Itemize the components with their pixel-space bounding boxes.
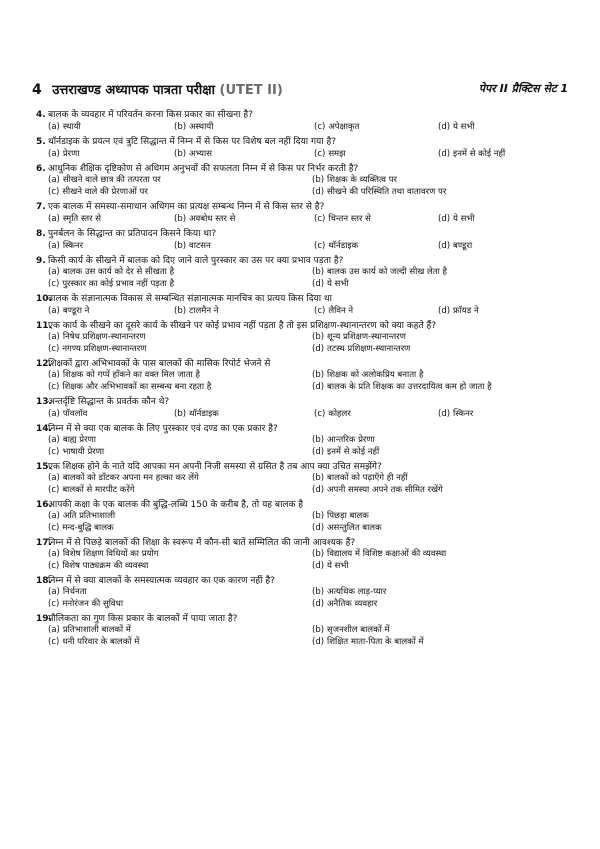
option-label: (a) — [48, 149, 60, 159]
question-number: 8. — [36, 229, 46, 239]
answer-option[interactable] — [48, 382, 312, 394]
answer-option[interactable] — [312, 549, 564, 561]
option-text: चिन्तन स्तर से — [328, 214, 371, 224]
question-item — [36, 228, 564, 252]
answer-option[interactable] — [174, 408, 314, 420]
option-text: निषेध प्रशिक्षण-स्थानान्तरण — [62, 332, 146, 342]
answer-option[interactable] — [312, 637, 564, 649]
question-text: बालक के व्यवहार में परिवर्तन करना किस प्रकार का सीखना है? — [48, 110, 253, 120]
question-number: 16. — [36, 500, 52, 510]
option-text: तटस्थ प्रशिक्षण-स्थानान्तरण — [327, 343, 411, 354]
question-item — [36, 396, 564, 420]
question-stem — [36, 228, 564, 240]
question-item — [36, 293, 564, 317]
answer-option[interactable] — [174, 121, 314, 133]
option-text: वाटसन — [189, 241, 211, 251]
option-label: (a) — [48, 511, 60, 521]
option-label: (d) — [312, 522, 325, 533]
paper-set-label: पेपर II प्रैक्टिस सेट 1 — [478, 82, 568, 95]
option-label: (b) — [174, 241, 187, 251]
option-label: (d) — [438, 241, 451, 251]
question-text: मौलिकता का गुण किस प्रकार के बालकों में पाया जाता है? — [48, 614, 238, 624]
answer-option[interactable] — [48, 587, 312, 599]
option-label: (c) — [48, 278, 60, 289]
option-text: विशेष पाठ्यक्रम की व्यवस्था — [62, 560, 149, 571]
option-text: पुरस्कार का कोई प्रभाव नहीं पड़ता है — [62, 278, 175, 289]
question-stem — [36, 293, 564, 305]
option-label: (c) — [314, 122, 326, 132]
answer-option[interactable] — [314, 240, 438, 252]
answer-options — [48, 370, 564, 393]
question-number: 14. — [36, 424, 52, 434]
option-label: (d) — [312, 446, 325, 457]
question-item — [36, 163, 564, 198]
option-label: (a) — [48, 473, 60, 483]
option-text: अस्थायी — [189, 122, 214, 132]
answer-options — [48, 332, 564, 355]
option-label: (c) — [48, 484, 60, 495]
option-label: (a) — [48, 241, 60, 251]
option-text: शून्य प्रशिक्षण-स्थानान्तरण — [327, 332, 406, 342]
answer-option[interactable] — [48, 279, 312, 291]
answer-option[interactable] — [48, 344, 312, 356]
question-stem — [36, 109, 564, 121]
answer-option[interactable] — [312, 625, 564, 637]
question-number: 12. — [36, 359, 52, 369]
option-text: सृजनशील बालकों में — [327, 625, 390, 635]
exam-code: (UTET II) — [219, 83, 283, 98]
question-text: थॉर्नडाइक के प्रयत्न एवं त्रुटि सिद्धान्त में निम्न में से किस पर विशेष बल नहीं दिया गया है? — [48, 137, 337, 147]
question-number: 7. — [36, 202, 46, 212]
answer-option[interactable] — [48, 305, 174, 317]
question-stem — [36, 396, 564, 408]
answer-option[interactable] — [174, 148, 314, 160]
option-text: आन्तरिक प्रेरणा — [327, 435, 375, 445]
question-item — [36, 320, 564, 355]
question-text: निम्न में से क्या एक बालक के लिए पुरस्कार एवं दण्ड का एक प्रकार है? — [48, 424, 278, 434]
answer-options — [48, 305, 564, 317]
question-text: बालक के संज्ञानात्मक विकास से सम्बन्धित संज्ञानात्मक मानचित्र का प्रत्यय किस दिया था — [48, 294, 332, 304]
answer-option[interactable] — [438, 305, 558, 317]
question-number: 4. — [36, 110, 46, 120]
option-text: अत्यधिक लाड़-प्यार — [327, 587, 387, 597]
answer-option[interactable] — [48, 408, 174, 420]
option-text: अवबोध स्तर से — [189, 214, 236, 224]
option-text: शिक्षक के व्यक्तित्व पर — [327, 175, 397, 185]
option-text: ये सभी — [327, 560, 349, 571]
option-label: (d) — [312, 278, 325, 289]
question-number: 10. — [36, 294, 52, 304]
question-number: 17. — [36, 538, 52, 548]
question-stem — [36, 358, 564, 370]
option-label: (d) — [438, 306, 451, 316]
option-text: स्मृति स्तर से — [62, 214, 102, 224]
answer-options — [48, 435, 564, 458]
answer-option[interactable] — [174, 240, 314, 252]
answer-options — [48, 148, 564, 160]
option-label: (d) — [438, 214, 451, 224]
option-text: इनमें से कोई नहीं — [327, 446, 380, 457]
option-text: शिक्षक और अभिभावकों का सम्बन्ध बना रहता है — [62, 381, 212, 392]
question-text: निम्न में से पिछड़े बालकों की शिक्षा के स्वरूप में कौन-सी बातें सम्मिलित की जानी आवश्यक हैं? — [48, 538, 356, 548]
option-text: पिछड़ा बालक — [327, 511, 369, 521]
option-label: (a) — [48, 409, 60, 419]
option-text: स्किनर — [453, 409, 474, 419]
answer-option[interactable] — [48, 148, 174, 160]
question-item — [36, 255, 564, 290]
answer-option[interactable] — [438, 121, 558, 133]
option-label: (d) — [312, 636, 325, 647]
question-item — [36, 109, 564, 133]
answer-option[interactable] — [312, 599, 564, 611]
question-item — [36, 461, 564, 496]
answer-options — [48, 587, 564, 610]
answer-option[interactable] — [48, 121, 174, 133]
option-label: (b) — [174, 306, 187, 316]
question-stem — [36, 423, 564, 435]
option-label: (c) — [48, 186, 60, 197]
answer-option[interactable] — [312, 370, 564, 382]
option-label: (c) — [48, 560, 60, 571]
question-stem — [36, 537, 564, 549]
question-stem — [36, 575, 564, 587]
option-text: प्रेरणा — [62, 149, 80, 159]
option-label: (c) — [48, 522, 60, 533]
option-text: कोहलर — [328, 409, 351, 419]
option-text: मनोरंजन की सुविधा — [62, 598, 124, 609]
question-item — [36, 537, 564, 572]
answer-option[interactable] — [312, 435, 564, 447]
option-label: (b) — [312, 587, 325, 597]
answer-option[interactable] — [312, 279, 564, 291]
answer-option[interactable] — [48, 267, 312, 279]
answer-option[interactable] — [48, 473, 312, 485]
question-item — [36, 358, 564, 393]
answer-option[interactable] — [48, 561, 312, 573]
option-text: शिक्षित माता-पिता के बालकों में — [327, 636, 424, 647]
question-number: 18. — [36, 576, 52, 586]
question-item — [36, 613, 564, 648]
option-text: विशेष शिक्षण विधियों का प्रयोग — [62, 549, 159, 559]
option-label: (a) — [48, 370, 60, 380]
option-label: (b) — [312, 549, 325, 559]
option-text: अनैतिक व्यवहार — [327, 598, 378, 609]
option-label: (a) — [48, 435, 60, 445]
option-label: (c) — [314, 214, 326, 224]
option-text: थॉर्नडाइक — [189, 409, 219, 419]
question-text: एक शिक्षक होने के नाते यदि आपका मन अपनी निजी समस्या से ग्रसित है तब आप क्या उचित समझेंगे? — [48, 462, 382, 472]
option-label: (b) — [174, 214, 187, 224]
answer-option[interactable] — [312, 175, 564, 187]
answer-option[interactable] — [312, 473, 564, 485]
option-text: फ्रॉयड ने — [453, 306, 479, 316]
option-label: (d) — [438, 149, 451, 159]
question-item — [36, 201, 564, 225]
option-text: सीखने वाले छात्र की तत्परता पर — [62, 175, 161, 185]
question-stem — [36, 320, 564, 332]
option-text: पॉवलॉव — [62, 409, 88, 419]
answer-option[interactable] — [312, 485, 564, 497]
answer-option[interactable] — [314, 408, 438, 420]
answer-option[interactable] — [48, 213, 174, 225]
option-label: (c) — [48, 381, 60, 392]
question-item — [36, 423, 564, 458]
answer-options — [48, 121, 564, 133]
option-text: समझ — [328, 149, 346, 159]
option-text: थॉर्नडाइक — [328, 241, 359, 251]
option-label: (a) — [48, 332, 60, 342]
option-label: (d) — [312, 343, 325, 354]
option-label: (d) — [312, 381, 325, 392]
option-text: बण्डूरा ने — [62, 306, 90, 316]
option-label: (b) — [312, 332, 325, 342]
answer-option[interactable] — [312, 511, 564, 523]
answer-options — [48, 549, 564, 572]
answer-option[interactable] — [312, 344, 564, 356]
answer-option[interactable] — [48, 187, 312, 199]
option-label: (d) — [312, 186, 325, 197]
option-label: (d) — [312, 598, 325, 609]
question-stem — [36, 201, 564, 213]
option-label: (b) — [312, 267, 325, 277]
question-number: 9. — [36, 256, 46, 266]
exam-title: उत्तराखण्ड अध्यापक पात्रता परीक्षा — [52, 83, 215, 98]
page-header — [32, 80, 568, 100]
answer-option[interactable] — [48, 370, 312, 382]
answer-options — [48, 511, 564, 534]
answer-option[interactable] — [48, 523, 312, 535]
option-label: (c) — [314, 306, 326, 316]
option-text: अभ्यास — [189, 149, 212, 159]
option-text: ये सभी — [453, 122, 475, 132]
option-text: टालमैन ने — [189, 306, 219, 316]
answer-option[interactable] — [312, 382, 564, 394]
option-text: सीखने वाले की प्रेरणाओं पर — [62, 186, 148, 197]
answer-option[interactable] — [312, 523, 564, 535]
answer-options — [48, 240, 564, 252]
option-text: स्किनर — [62, 241, 84, 251]
answer-option[interactable] — [174, 305, 314, 317]
question-number: 19. — [36, 614, 52, 624]
answer-options — [48, 473, 564, 496]
option-text: शिक्षक को अलोकप्रिय बनाता है — [327, 370, 424, 380]
answer-options — [48, 408, 564, 420]
option-text: सीखने की परिस्थिति तथा वातावरण पर — [327, 186, 447, 197]
option-text: बालकों से मारपीट करेंगे — [62, 484, 135, 495]
option-text: बालक उस कार्य को देर से सीखता है — [62, 267, 175, 277]
option-label: (b) — [174, 149, 187, 159]
answer-option[interactable] — [48, 175, 312, 187]
question-number: 13. — [36, 397, 52, 407]
question-stem — [36, 461, 564, 473]
option-label: (a) — [48, 267, 60, 277]
option-label: (a) — [48, 549, 60, 559]
option-label: (c) — [48, 446, 60, 457]
question-number: 11. — [36, 321, 52, 331]
answer-option[interactable] — [48, 447, 312, 459]
answer-option[interactable] — [314, 121, 438, 133]
answer-option[interactable] — [438, 240, 558, 252]
option-label: (b) — [312, 511, 325, 521]
answer-option[interactable] — [48, 240, 174, 252]
answer-option[interactable] — [174, 213, 314, 225]
option-text: बाह्य प्रेरणा — [62, 435, 96, 445]
answer-option[interactable] — [48, 511, 312, 523]
option-text: ये सभी — [453, 214, 475, 224]
question-text: आपकी कक्षा के एक बालक की बुद्धि-लब्धि 150 के करीब है, तो यह बालक है — [48, 500, 304, 510]
answer-option[interactable] — [314, 148, 438, 160]
answer-option[interactable] — [48, 625, 312, 637]
answer-option[interactable] — [48, 549, 312, 561]
question-stem — [36, 163, 564, 175]
question-text: निम्न में से क्या बालकों के समस्यात्मक व्यवहार का एक कारण नहीं है? — [48, 576, 275, 586]
page-number: 4 — [32, 82, 42, 98]
option-text: निर्धनता — [62, 587, 87, 597]
option-text: बालकों को डाँटकर अपना मन हल्का कर लेंगे — [62, 473, 199, 483]
question-text: शिक्षकों द्वारा अभिभावकों के पास बालकों की मासिक रिपोर्ट भेजने से — [48, 359, 271, 369]
option-text: बालक उस कार्य को जल्दी सीख लेता है — [327, 267, 447, 277]
answer-option[interactable] — [314, 305, 438, 317]
answer-option[interactable] — [438, 408, 558, 420]
option-label: (a) — [48, 625, 60, 635]
option-text: ये सभी — [327, 278, 349, 289]
option-label: (b) — [174, 409, 187, 419]
answer-option[interactable] — [48, 485, 312, 497]
answer-option[interactable] — [438, 148, 558, 160]
answer-options — [48, 267, 564, 290]
option-label: (d) — [312, 560, 325, 571]
question-stem — [36, 255, 564, 267]
option-text: विद्यालय में विशिष्ट कक्षाओं की व्यवस्था — [327, 549, 447, 559]
option-text: अपनी समस्या अपने तक सीमित रखेंगे — [327, 484, 443, 495]
answer-option[interactable] — [48, 332, 312, 344]
answer-options — [48, 213, 564, 225]
option-label: (c) — [48, 636, 60, 647]
question-item — [36, 575, 564, 610]
option-label: (a) — [48, 175, 60, 185]
option-label: (d) — [312, 484, 325, 495]
option-text: स्थायी — [62, 122, 81, 132]
option-text: नगण्य प्रशिक्षण-स्थानान्तरण — [62, 343, 147, 354]
option-label: (c) — [314, 149, 326, 159]
question-stem — [36, 136, 564, 148]
answer-option[interactable] — [312, 561, 564, 573]
answer-option[interactable] — [438, 213, 558, 225]
question-stem — [36, 613, 564, 625]
option-text: शिक्षक को गप्पें हाँकने का वक्त मिल जाता है — [62, 370, 200, 380]
option-text: लैविन ने — [328, 306, 354, 316]
question-text: अन्तर्दृष्टि सिद्धान्त के प्रवर्तक कौन थे? — [48, 397, 170, 407]
option-text: प्रतिभाशाली बालकों में — [62, 625, 131, 635]
option-label: (a) — [48, 214, 60, 224]
answer-option[interactable] — [312, 332, 564, 344]
option-label: (c) — [48, 598, 60, 609]
question-text: किसी कार्य के सीखने में बालक को दिए जाने वाले पुरस्कार का उस पर क्या प्रभाव पड़ता है? — [48, 256, 344, 266]
option-text: बालकों को पढ़ाएँगे ही नहीं — [327, 473, 408, 483]
answer-option[interactable] — [312, 267, 564, 279]
option-label: (b) — [312, 370, 325, 380]
answer-option[interactable] — [312, 447, 564, 459]
option-text: मन्द-बुद्धि बालक — [62, 522, 114, 533]
answer-option[interactable] — [312, 587, 564, 599]
answer-option[interactable] — [312, 187, 564, 199]
option-label: (a) — [48, 122, 60, 132]
question-number: 15. — [36, 462, 52, 472]
question-stem — [36, 499, 564, 511]
question-item — [36, 136, 564, 160]
option-label: (a) — [48, 306, 60, 316]
question-text: पुनर्बलन के सिद्धान्त का प्रतिपादन किसने किया था? — [48, 229, 217, 239]
option-text: असन्तुलित बालक — [327, 522, 382, 533]
answer-options — [48, 175, 564, 198]
option-label: (b) — [312, 625, 325, 635]
option-label: (c) — [314, 241, 326, 251]
option-label: (b) — [174, 122, 187, 132]
question-item — [36, 499, 564, 534]
option-text: बण्डूरा — [453, 241, 473, 251]
answer-option[interactable] — [48, 435, 312, 447]
answer-option[interactable] — [48, 599, 312, 611]
answer-option[interactable] — [314, 213, 438, 225]
option-label: (b) — [312, 473, 325, 483]
option-text: अपेक्षाकृत — [328, 122, 360, 132]
option-label: (c) — [48, 343, 60, 354]
option-label: (d) — [438, 409, 451, 419]
option-label: (b) — [312, 175, 325, 185]
option-text: भाषायी प्रेरणा — [62, 446, 105, 457]
option-text: बालक के प्रति शिक्षक का उत्तरदायित्व कम हो जाता है — [327, 381, 492, 392]
option-label: (c) — [314, 409, 326, 419]
option-text: इनमें से कोई नहीं — [453, 149, 506, 159]
option-label: (d) — [438, 122, 451, 132]
option-text: धनी परिवार के बालकों में — [62, 636, 140, 647]
answer-options — [48, 625, 564, 648]
question-text: एक कार्य के सीखने का दूसरे कार्य के सीखने पर कोई प्रभाव नहीं पड़ता है तो इस प्रशिक्षण-स्थानान्तरण को क्या कहते हैं? — [48, 321, 437, 331]
option-text: अति प्रतिभाशाली — [62, 511, 116, 521]
option-label: (b) — [312, 435, 325, 445]
question-number: 6. — [36, 164, 46, 174]
option-label: (a) — [48, 587, 60, 597]
header-left — [32, 80, 283, 98]
question-list — [36, 109, 564, 651]
question-number: 5. — [36, 137, 46, 147]
question-text: आधुनिक शैक्षिक दृष्टिकोण से अधिगम अनुभवों की सफलता निम्न में से किस पर निर्भर करती है? — [48, 164, 359, 174]
answer-option[interactable] — [48, 637, 312, 649]
question-text: एक बालक में समस्या-समाधान अधिगम का प्रत्यक्ष सम्बन्ध निम्न में से किस स्तर से है? — [48, 202, 325, 212]
